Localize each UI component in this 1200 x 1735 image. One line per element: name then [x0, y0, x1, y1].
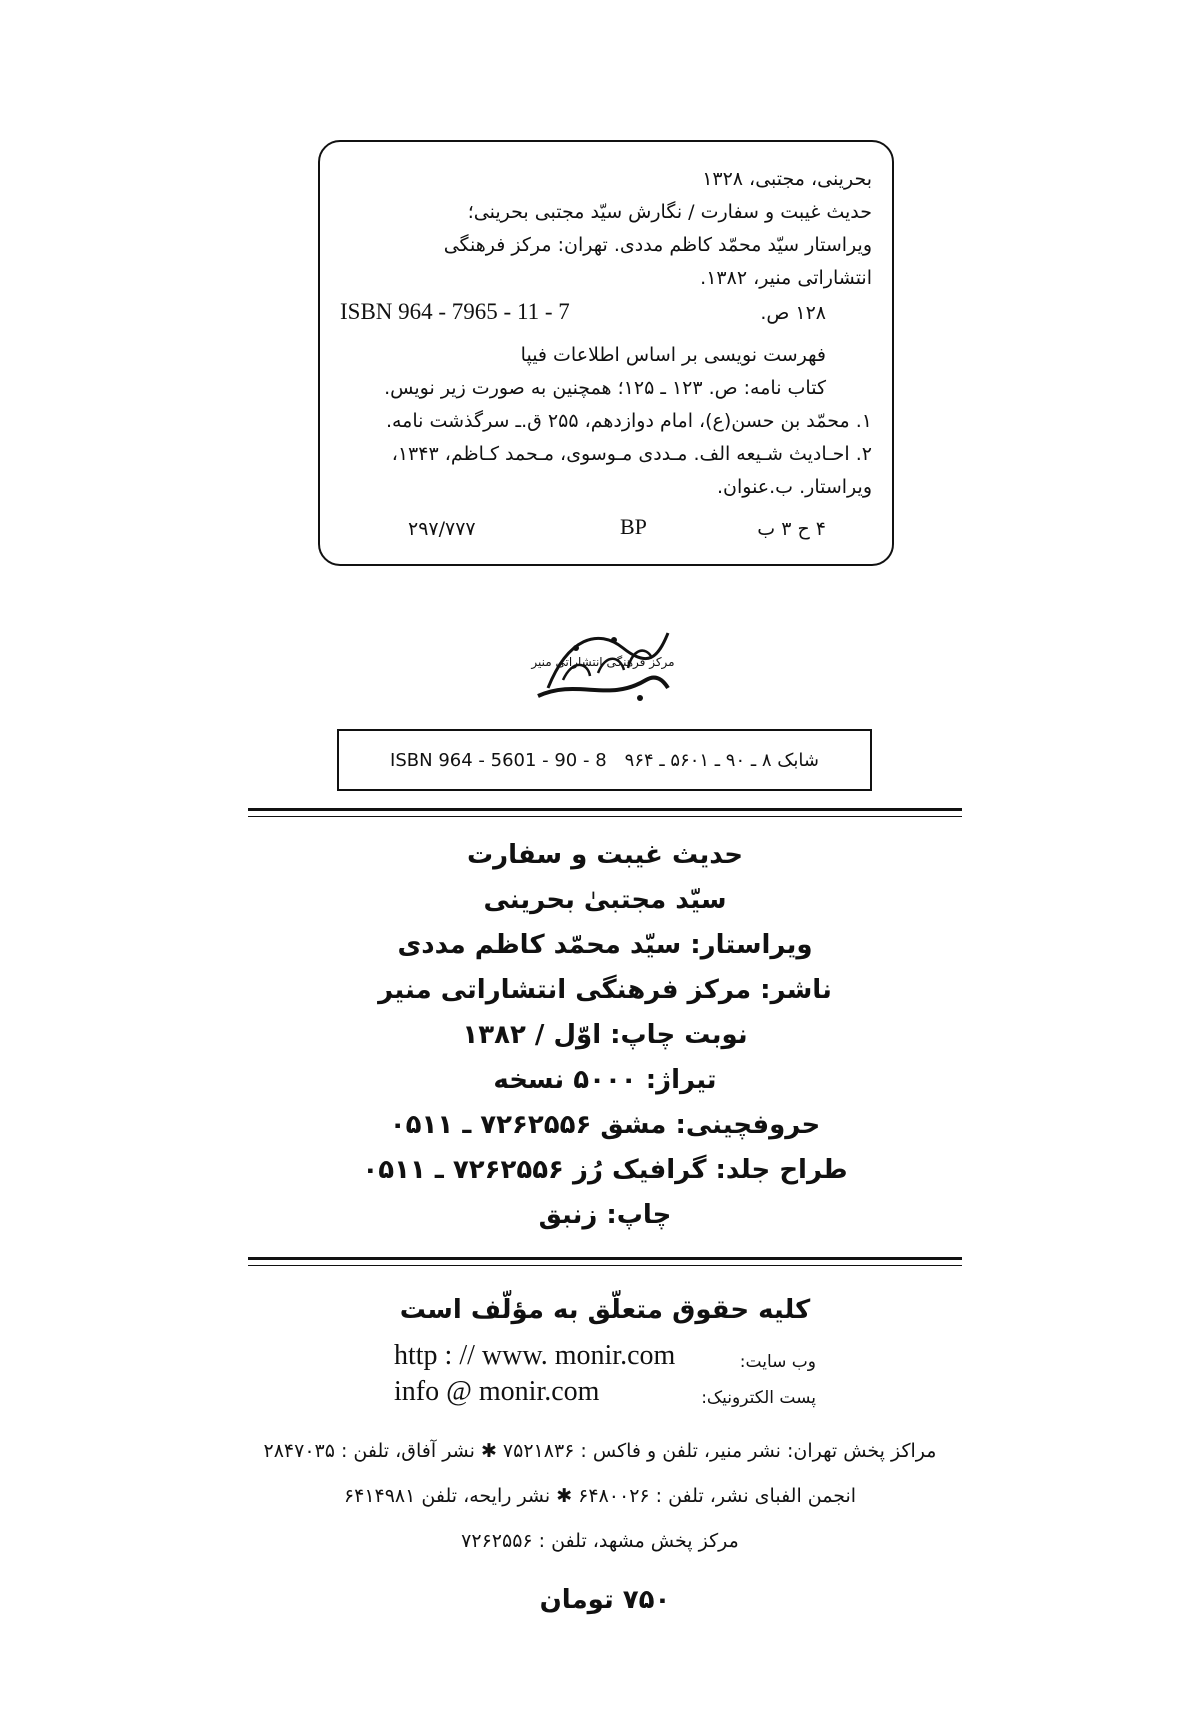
- catalog-fipa: فهرست نویسی بر اساس اطلاعات فیپا: [520, 344, 826, 366]
- divider-top: [248, 808, 962, 817]
- catalog-subject-3: ویراستار. ب.عنوان.: [716, 476, 872, 498]
- copyright-notice: کلیه حقوق متعلّق به مؤلّف است: [399, 1295, 811, 1325]
- book-editor: ویراستار: سیّد محمّد کاظم مددی: [397, 930, 813, 960]
- price: ۷۵۰ تومان: [539, 1585, 671, 1615]
- catalog-publisher: انتشاراتی منیر، ۱۳۸۲.: [700, 267, 872, 289]
- isbn-persian: شابک ۸ ـ ۹۰ ـ ۵۶۰۱ ـ ۹۶۴: [624, 749, 819, 771]
- distribution-alefba: انجمن الفبای نشر، تلفن : ۶۴۸۰۰۲۶ ✱ نشر رایحه، تلفن ۶۴۱۴۹۸۱: [343, 1485, 857, 1507]
- catalog-title: حدیث غیبت و سفارت / نگارش سیّد مجتبی بحرینی؛: [467, 201, 872, 223]
- publisher-logo-text: مرکز فرهنگی انتشاراتی منیر: [531, 655, 675, 669]
- catalog-editor: ویراستار سیّد محمّد کاظم مددی. تهران: مرکز فرهنگی: [443, 234, 872, 256]
- catalog-pages: ۱۲۸ ص.: [760, 302, 826, 324]
- book-author: سیّد مجتبیٰ بحرینی: [483, 885, 727, 915]
- catalog-bibliography: کتاب نامه: ص. ۱۲۳ ـ ۱۲۵؛ همچنین به صورت زیر نویس.: [384, 377, 826, 399]
- catalog-subject-2: ۲. احـادیث شـیعه الف. مـددی مـوسوی، مـحمد کـاظم، ۱۳۴۳،: [391, 443, 872, 465]
- distribution-mashhad: مرکز پخش مشهد، تلفن : ۷۲۶۲۵۵۶: [461, 1530, 739, 1552]
- catalog-subject-1: ۱. محمّد بن حسن(ع)، امام دوازدهم، ۲۵۵ ق.ـ سرگذشت نامه.: [385, 410, 872, 432]
- website-link[interactable]: http : // www. monir.com: [394, 1340, 676, 1371]
- distribution-tehran: مراکز پخش تهران: نشر منیر، تلفن و فاکس : ۷۵۲۱۸۳۶ ✱ نشر آفاق، تلفن : ۲۸۴۷۰۳۵: [263, 1440, 937, 1462]
- book-title: حدیث غیبت و سفارت: [466, 840, 743, 870]
- catalog-class-number: ۲۹۷/۷۷۷: [408, 518, 476, 540]
- catalog-card: [318, 140, 894, 566]
- catalog-class-code: ۴ ح ۳ ب: [757, 518, 826, 540]
- catalog-class-bp: BP: [620, 514, 647, 539]
- isbn-latin: ISBN 964 - 5601 - 90 - 8: [390, 749, 607, 771]
- book-publisher: ناشر: مرکز فرهنگی انتشاراتی منیر: [378, 975, 832, 1005]
- book-circulation: تیراژ: ۵۰۰۰ نسخه: [493, 1065, 717, 1095]
- divider-bottom: [248, 1257, 962, 1266]
- book-cover-design: طراح جلد: گرافیک رُز ۷۲۶۲۵۵۶ ـ ۰۵۱۱: [362, 1155, 848, 1185]
- email-link[interactable]: info @ monir.com: [394, 1376, 600, 1407]
- publisher-logo-icon: [528, 618, 678, 708]
- catalog-isbn: ISBN 964 - 7965 - 11 - 7: [340, 299, 570, 324]
- book-edition: نوبت چاپ: اوّل / ۱۳۸۲: [462, 1020, 748, 1050]
- email-label: پست الکترونیک:: [701, 1388, 816, 1408]
- book-typesetting: حروفچینی: مشق ۷۲۶۲۵۵۶ ـ ۰۵۱۱: [389, 1110, 821, 1140]
- catalog-author: بحرینی، مجتبی، ۱۳۲۸: [702, 168, 872, 190]
- website-label: وب سایت:: [739, 1352, 816, 1372]
- isbn-box: [337, 729, 872, 791]
- book-printing: چاپ: زنبق: [538, 1200, 672, 1230]
